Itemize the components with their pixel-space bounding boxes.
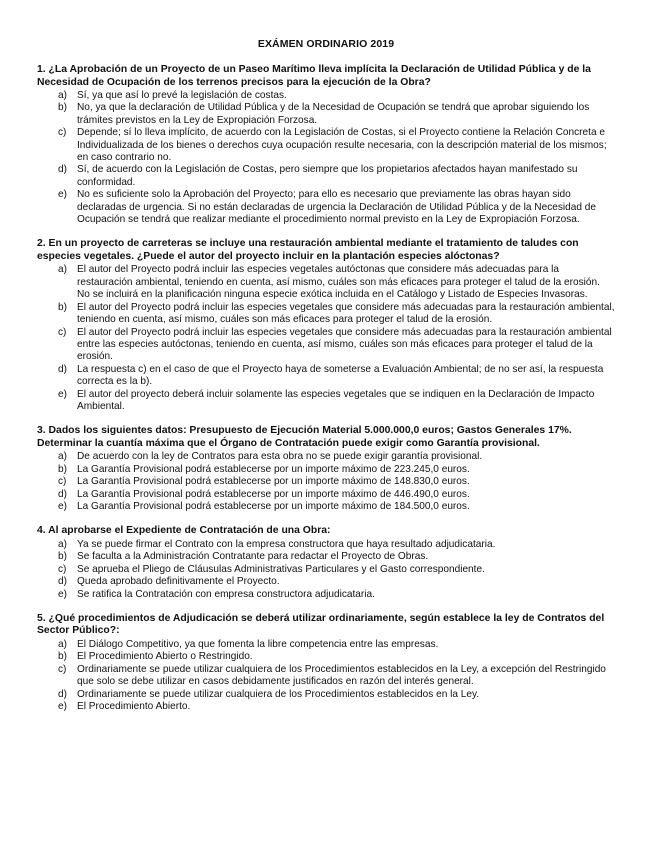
- question-text: 1. ¿La Aprobación de un Proyecto de un Paseo Marítimo lleva implícita la Declaración de Utilidad Pública y de la Necesidad de Ocupación de los terrenos precisos para la ejecución de la Obra?: [37, 64, 591, 88]
- question-text: 4. Al aprobarse el Expediente de Contratación de una Obra:: [37, 525, 331, 537]
- answer-option: [37, 689, 615, 701]
- page-title: EXÁMEN ORDINARIO 2019: [257, 38, 395, 50]
- answer-list: [37, 639, 615, 713]
- question-4: [37, 525, 615, 601]
- answer-text: El Procedimiento Abierto.: [77, 700, 191, 712]
- answer-text: Se faculta a la Administración Contratante para redactar el Proyecto de Obras.: [77, 551, 429, 563]
- answer-option: [37, 189, 615, 226]
- answer-option: [37, 327, 615, 364]
- answer-option: [37, 451, 615, 463]
- answer-letter: a): [58, 638, 67, 650]
- answer-letter: e): [58, 189, 67, 201]
- answer-text: La Garantía Provisional podrá establecerse por un importe máximo de 446.490,0 euros.: [77, 488, 470, 500]
- answer-letter: b): [58, 551, 67, 563]
- answer-option: [37, 501, 615, 513]
- answer-option: [37, 651, 615, 663]
- answer-letter: c): [58, 563, 67, 575]
- answer-list: [37, 90, 615, 226]
- answer-option: [37, 102, 615, 127]
- answer-letter: e): [58, 588, 67, 600]
- answer-letter: d): [58, 488, 67, 500]
- answer-text: El autor del Proyecto podrá incluir las especies vegetales que considere más adecuadas para la restauración ambiental, teniendo en cuenta, así mismo, cuáles son más eficaces para proteger el talud de la erosión.: [77, 301, 615, 326]
- answer-option: [37, 564, 615, 576]
- question-2: [37, 238, 615, 413]
- answer-letter: b): [58, 102, 67, 114]
- answer-text: El Procedimiento Abierto o Restringido.: [77, 651, 253, 663]
- answer-letter: a): [58, 264, 67, 276]
- answer-letter: c): [58, 127, 67, 139]
- answer-option: [37, 551, 615, 563]
- answer-text: Queda aprobado definitivamente el Proyecto.: [77, 576, 280, 588]
- answer-text: Se aprueba el Pliego de Cláusulas Administrativas Particulares y el Gasto correspondiente.: [77, 563, 485, 575]
- answer-letter: b): [58, 463, 67, 475]
- question-1: [37, 64, 615, 226]
- answer-option: [37, 389, 615, 414]
- answer-text: El autor del Proyecto podrá incluir las especies vegetales autóctonas que considere más adecuadas para la restauración ambiental, teniendo en cuenta, así mismo, cuáles son más eficaces para proteger el talud de la erosión. No se incluirá en la planificación ninguna especie exótica incluida en el Catálogo y Listado de Especies Invasoras.: [77, 264, 600, 301]
- answer-text: Ordinariamente se puede utilizar cualquiera de los Procedimientos establecidos en la Ley.: [77, 688, 480, 700]
- answer-letter: c): [58, 326, 67, 338]
- answer-text: Depende; sí lo lleva implícito, de acuerdo con la Legislación de Costas, si el Proyecto contiene la Relación Concreta e Individualizada de los bienes o derechos cuya ocupación resulte necesaria, con la descripción material de los mismos; en caso contrario no.: [77, 127, 607, 164]
- answer-letter: b): [58, 301, 67, 313]
- answer-letter: e): [58, 700, 67, 712]
- answer-text: Ya se puede firmar el Contrato con la empresa constructora que haya resultado adjudicataria.: [77, 538, 496, 550]
- answer-option: [37, 364, 615, 389]
- answer-option: [37, 489, 615, 501]
- answer-letter: a): [58, 90, 67, 101]
- answer-text: La Garantía Provisional podrá establecerse por un importe máximo de 184.500,0 euros.: [77, 500, 470, 512]
- answer-option: [37, 539, 615, 551]
- answer-text: La respuesta c) en el caso de que el Proyecto haya de someterse a Evaluación Ambiental; de no ser así, la respuesta correcta es la b).: [77, 363, 604, 388]
- answer-text: La Garantía Provisional podrá establecerse por un importe máximo de 148.830,0 euros.: [77, 476, 470, 488]
- question-text: 5. ¿Qué procedimientos de Adjudicación se deberá utilizar ordinariamente, según establece la ley de Contratos del Sector Público?:: [37, 612, 605, 637]
- answer-list: [37, 264, 615, 413]
- question-text: 3. Dados los siguientes datos: Presupuesto de Ejecución Material 5.000.000,0 euros; Gastos Generales 17%. Determinar la cuantía máxima que el Órgano de Contratación puede exigir como Garantía provisional.: [37, 425, 572, 449]
- answer-letter: a): [58, 451, 67, 463]
- answer-letter: d): [58, 363, 67, 375]
- answer-letter: e): [58, 500, 67, 512]
- answer-option: [37, 264, 615, 301]
- answer-letter: d): [58, 688, 67, 700]
- answer-option: [37, 90, 615, 102]
- question-text: 2. En un proyecto de carreteras se incluye una restauración ambiental mediante el tratamiento de taludes con especies vegetales. ¿Puede el autor del proyecto incluir en la plantación especies alóctonas?: [37, 238, 579, 262]
- answer-text: No es suficiente solo la Aprobación del Proyecto; para ello es necesario que previamente las obras hayan sido declaradas de urgencia. Si no están declaradas de urgencia la Declaración de Utilidad Pública y de la Necesidad de Ocupación se tendrá que realizar mediante el procedimiento normal previsto en la Ley de Expropiación Forzosa.: [77, 189, 597, 226]
- answer-text: El Diálogo Competitivo, ya que fomenta la libre competencia entre las empresas.: [77, 638, 439, 650]
- answer-text: La Garantía Provisional podrá establecerse por un importe máximo de 223.245,0 euros.: [77, 463, 470, 475]
- answer-text: Sí, de acuerdo con la Legislación de Costas, pero siempre que los propietarios afectados hayan manifestado su conformidad.: [77, 164, 578, 188]
- answer-text: El autor del Proyecto podrá incluir las especies vegetales que considere más adecuadas para la restauración ambiental entre las especies autóctonas, teniendo en cuenta, así mismo, cuáles son más eficaces para proteger el talud de la erosión.: [77, 326, 612, 363]
- answer-letter: d): [58, 576, 67, 588]
- answer-text: Se ratifica la Contratación con empresa constructora adjudicataria.: [77, 588, 375, 600]
- answer-text: No, ya que la declaración de Utilidad Pública y de la Necesidad de Ocupación se tendrá que aprobar siguiendo los trámites previstos en la Ley de Expropiación Forzosa.: [77, 102, 590, 126]
- answer-option: [37, 464, 615, 476]
- answer-text: El autor del proyecto deberá incluir solamente las especies vegetales que se indiquen en la Declaración de Impacto Ambiental.: [77, 388, 595, 412]
- answer-letter: c): [58, 476, 67, 488]
- answer-option: [37, 701, 615, 713]
- answer-option: [37, 639, 615, 651]
- answer-list: [37, 539, 615, 601]
- answer-letter: d): [58, 164, 67, 176]
- answer-option: [37, 476, 615, 488]
- answer-list: [37, 451, 615, 513]
- answer-text: Sí, ya que así lo prevé la legislación de costas.: [77, 90, 287, 101]
- answer-text: De acuerdo con la ley de Contratos para esta obra no se puede exigir garantía provisional.: [77, 451, 483, 463]
- answer-option: [37, 589, 615, 601]
- answer-letter: e): [58, 388, 67, 400]
- answer-letter: a): [58, 538, 67, 550]
- answer-option: [37, 164, 615, 189]
- answer-letter: c): [58, 663, 67, 675]
- answer-option: [37, 576, 615, 588]
- question-5: [37, 613, 615, 713]
- answer-option: [37, 302, 615, 327]
- answer-option: [37, 127, 615, 164]
- answer-option: [37, 664, 615, 689]
- answer-letter: b): [58, 651, 67, 663]
- question-3: [37, 425, 615, 513]
- answer-text: Ordinariamente se puede utilizar cualquiera de los Procedimientos establecidos en la Ley, a excepción del Restringido que solo se debe utilizar en casos debidamente justificados en razón del interés general.: [77, 663, 606, 688]
